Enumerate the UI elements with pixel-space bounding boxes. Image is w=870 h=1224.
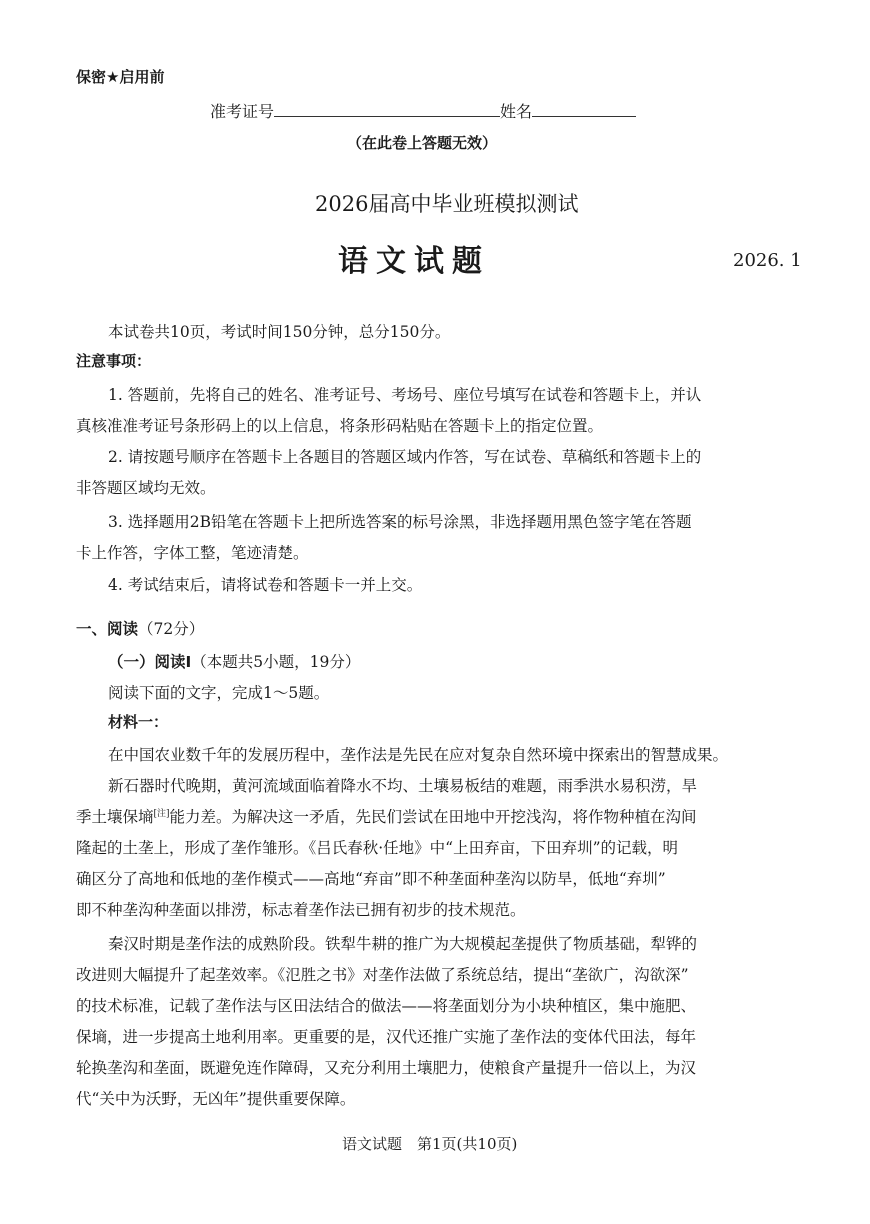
section-heading — [76, 617, 204, 639]
material-para-2-line-3: 隆起的土垄上，形成了垄作雏形。《吕氏春秋·任地》中“上田弃亩，下田弃圳”的记载，明 — [76, 839, 679, 857]
material-para-3-line-5: 轮换垄沟和垄面，既避免连作障碍，又充分利用土壤肥力，使粮食产量提升一倍以上，为汉 — [76, 1059, 697, 1077]
name-label: 姓名 — [500, 102, 533, 121]
confidential-label: 保密★启用前 — [76, 68, 165, 86]
note-item-3-line-1: 3. 选择题用2B铅笔在答题卡上把所选答案的标号涂黑，非选择题用黑色签字笔在答题 — [108, 513, 692, 531]
part-heading — [108, 650, 360, 672]
material-para-2-line-4: 确区分了高地和低地的垄作模式——高地“弃亩”即不种垄面种垄沟以防旱，低地“弃圳” — [76, 870, 666, 888]
material-para-2-line-2-a: 季土壤保墒 — [76, 808, 154, 826]
note-item-3-line-2: 卡上作答，字体工整，笔迹清楚。 — [76, 544, 309, 562]
id-blank — [274, 102, 500, 117]
invalid-note: （在此卷上答题无效） — [347, 134, 498, 152]
note-item-1-line-1: 1. 答题前，先将自己的姓名、准考证号、考场号、座位号填写在试卷和答题卡上，并认 — [108, 386, 702, 404]
part-heading-note: （本题共5小题，19分） — [191, 653, 361, 671]
note-item-4: 4. 考试结束后，请将试卷和答题卡一并上交。 — [108, 576, 423, 594]
footnote-marker: [注] — [153, 808, 170, 819]
material-para-2-line-2 — [76, 805, 697, 827]
material-para-3-line-2: 改进则大幅提升了起垄效率。《氾胜之书》对垄作法做了系统总结，提出“垄欲广，沟欲深” — [76, 966, 689, 984]
exam-intro: 本试卷共10页，考试时间150分钟，总分150分。 — [108, 323, 451, 341]
note-item-2-line-2: 非答题区域均无效。 — [76, 479, 216, 497]
candidate-id-line — [210, 99, 636, 122]
material-para-1: 在中国农业数千年的发展历程中，垄作法是先民在应对复杂自然环境中探索出的智慧成果。 — [108, 746, 729, 764]
page-footer: 语文试题 第1页(共10页) — [342, 1135, 518, 1153]
name-blank — [532, 102, 636, 117]
exam-date: 2026. 1 — [733, 250, 802, 271]
material-para-3-line-1: 秦汉时期是垄作法的成熟阶段。铁犁牛耕的推广为大规模起垄提供了物质基础，犁铧的 — [108, 935, 698, 953]
section-heading-score: （72分） — [138, 620, 205, 638]
part-heading-title: （一）阅读Ⅰ — [108, 653, 192, 671]
reading-instruction: 阅读下面的文字，完成1～5题。 — [108, 684, 330, 702]
material-para-3-line-3: 的技术标准，记载了垄作法与区田法结合的做法——将垄面划分为小块种植区，集中施肥、 — [76, 997, 697, 1015]
id-label: 准考证号 — [210, 102, 275, 121]
material-para-2-line-2-b: 能力差。为解决这一矛盾，先民们尝试在田地中开挖浅沟，将作物种植在沟间 — [169, 808, 697, 826]
material-para-3-line-4: 保墒，进一步提高土地利用率。更重要的是，汉代还推广实施了垄作法的变体代田法，每年 — [76, 1028, 697, 1046]
note-item-2-line-1: 2. 请按题号顺序在答题卡上各题目的答题区域内作答，写在试卷、草稿纸和答题卡上的 — [108, 448, 702, 466]
note-item-1-line-2: 真核准准考证号条形码上的以上信息，将条形码粘贴在答题卡上的指定位置。 — [76, 417, 604, 435]
material-para-3-line-6: 代“关中为沃野，无凶年”提供重要保障。 — [76, 1090, 356, 1108]
material-para-2-line-1: 新石器时代晚期，黄河流域面临着降水不均、土壤易板结的难题，雨季洪水易积涝，旱 — [108, 777, 698, 795]
material-label: 材料一： — [108, 713, 169, 731]
subject-title: 语文试题 — [338, 244, 490, 279]
material-para-2-line-5: 即不种垄沟种垄面以排涝，标志着垄作法已拥有初步的技术规范。 — [76, 901, 526, 919]
section-heading-title: 一、阅读 — [76, 620, 139, 638]
exam-title: 2026届高中毕业班模拟测试 — [315, 192, 579, 216]
notes-heading: 注意事项： — [76, 352, 152, 370]
